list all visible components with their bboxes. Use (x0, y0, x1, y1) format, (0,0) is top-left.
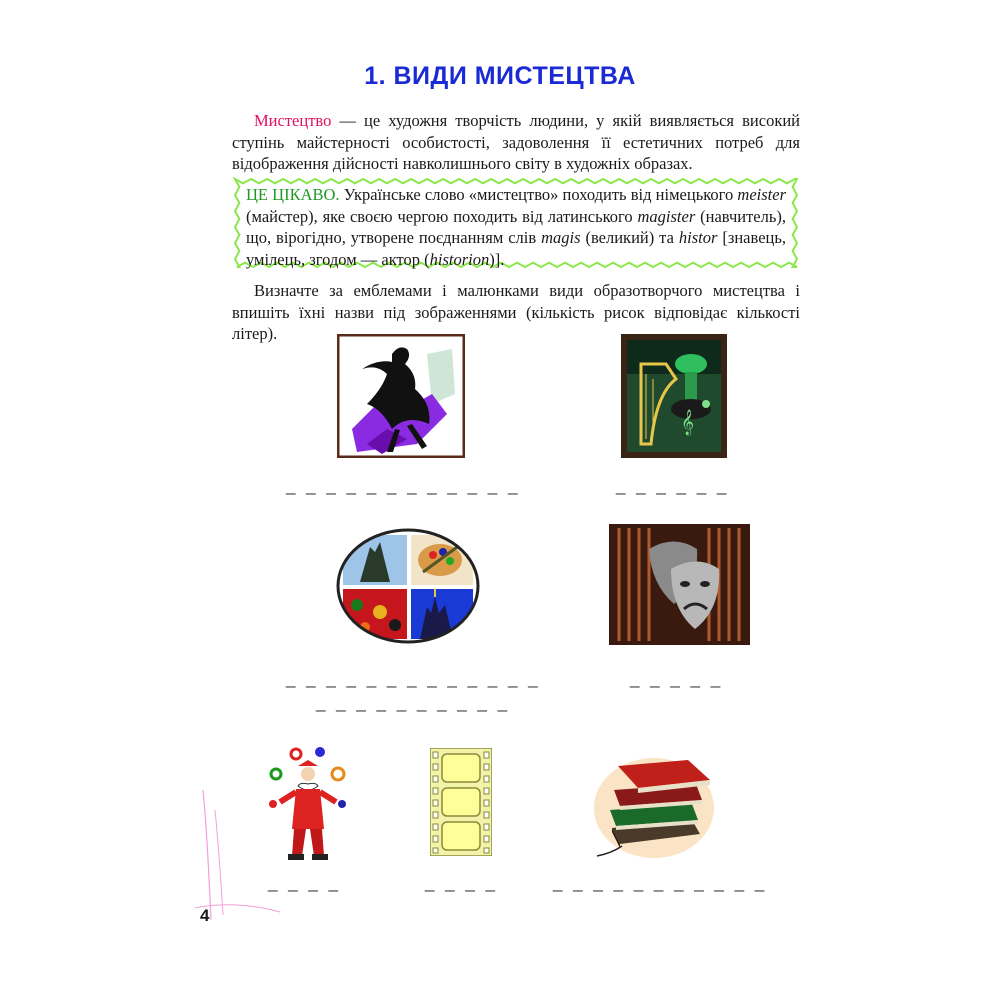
note-part: Українське слово «мистецтво» походить від німецького (339, 185, 738, 204)
note-part: (майстер), яке своєю чергою походить від латинського (246, 206, 638, 226)
interesting-note-box (232, 176, 800, 270)
task-paragraph: Визначте за емблемами і малюнками види образотворчого мистецтва і впишіть їхні назви під зображеннями (кількість рисок відповідає кількості літер). (232, 281, 800, 343)
dancer-emblem-picture (337, 334, 465, 458)
note-word: meister (737, 185, 786, 204)
note-heading: ЦЕ ЦІКАВО. (246, 185, 340, 204)
note-part: (навчитель), що, вірогідно, утворене поєднанням слів (246, 206, 786, 247)
answer-blank-3[interactable]: _ _ _ _ _ _ _ _ _ _ _ _ _ (286, 669, 541, 688)
answer-blank-6[interactable]: _ _ _ _ (425, 873, 498, 892)
definition-text: — це художня творчість людини, у якій виявляється високий ступінь майстерності особистості, задоволення її естетичних потреб для відображення дійсності навколишнього світу в художніх образах. (232, 111, 800, 173)
note-part: )]. (489, 249, 505, 269)
svg-text:𝄞: 𝄞 (681, 410, 695, 435)
answer-blank-3-continued[interactable]: _ _ _ _ _ _ _ _ _ _ (316, 693, 511, 712)
note-word: magister (637, 206, 696, 226)
page-title: 1. ВИДИ МИСТЕЦТВА (364, 62, 636, 90)
note-word: historion (429, 249, 490, 269)
note-word: magis (541, 228, 581, 247)
definition-term: Мистецтво (254, 111, 332, 130)
page-number: 4 (200, 906, 210, 925)
film-strip-picture (430, 748, 492, 856)
fine-arts-emblem-picture (335, 527, 481, 645)
music-emblem-picture (621, 334, 727, 458)
note-part: [знавець, умілець, згодом — актор ( (246, 228, 787, 269)
answer-blank-5[interactable]: _ _ _ _ (268, 873, 341, 892)
answer-blank-7[interactable]: _ _ _ _ _ _ _ _ _ _ _ (553, 873, 768, 892)
note-word: histor (678, 228, 718, 247)
books-stack-picture (592, 748, 716, 860)
answer-blank-4[interactable]: _ _ _ _ _ (630, 669, 724, 688)
theatre-masks-picture (609, 524, 750, 645)
definition-paragraph (232, 110, 800, 175)
answer-blank-1[interactable]: _ _ _ _ _ _ _ _ _ _ _ _ (286, 476, 521, 495)
note-part: (великий) та (580, 228, 679, 247)
interesting-note-text (246, 184, 786, 270)
answer-blank-2[interactable]: _ _ _ _ _ _ (616, 476, 730, 495)
